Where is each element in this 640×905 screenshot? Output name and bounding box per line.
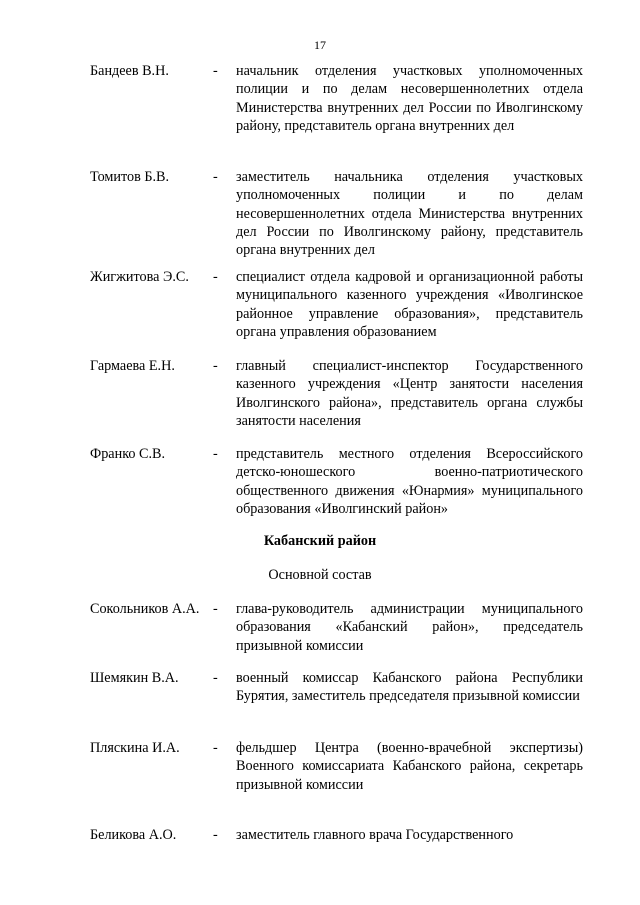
- member-role: фельдшер Центра (военно-врачебной экспертизы) Военного комиссариата Кабанского района, секретарь призывной комиссии: [236, 740, 583, 793]
- dash-separator: -: [213, 63, 218, 79]
- member-name: Шемякин В.А.: [90, 670, 179, 686]
- member-name: Франко С.В.: [90, 446, 166, 462]
- dash-separator: -: [213, 601, 218, 617]
- member-role: военный комиссар Кабанского района Республики Бурятия, заместитель председателя призывной комиссии: [236, 670, 583, 705]
- member-role: представитель местного отделения Всероссийского детско-юношеского военно-патриотического общественного движения «Юнармия» муниципального образования «Иволгинский район»: [236, 446, 583, 517]
- member-name: Томитов Б.В.: [90, 169, 170, 185]
- member-role: начальник отделения участковых уполномоченных полиции и по делам несовершеннолетних отдела Министерства внутренних дел России по Иволгинскому району, представитель органа внутренних дел: [236, 63, 583, 134]
- member-name: Бандеев В.Н.: [90, 63, 169, 79]
- member-name: Сокольников А.А.: [90, 601, 200, 617]
- member-role: специалист отдела кадровой и организационной работы муниципального казенного учреждения «Иволгинское районное управление образования», представитель органа управления образованием: [236, 269, 583, 340]
- dash-separator: -: [213, 269, 218, 285]
- section-title: Кабанский район: [263, 533, 377, 549]
- member-name: Гармаева Е.Н.: [90, 358, 175, 374]
- dash-separator: -: [213, 740, 218, 756]
- member-role: главный специалист-инспектор Государственного казенного учреждения «Центр занятости населения Иволгинского района», представитель органа службы занятости населения: [236, 358, 583, 429]
- page-number: 17: [314, 38, 326, 52]
- dash-separator: -: [213, 446, 218, 462]
- member-name: Жигжитова Э.С.: [90, 269, 189, 285]
- dash-separator: -: [213, 827, 218, 843]
- member-name: Беликова А.О.: [90, 827, 177, 843]
- member-role: заместитель главного врача Государственного: [236, 827, 514, 843]
- dash-separator: -: [213, 670, 218, 686]
- member-role: глава-руководитель администрации муниципального образования «Кабанский район», председатель призывной комиссии: [236, 601, 583, 654]
- member-name: Пляскина И.А.: [90, 740, 180, 756]
- dash-separator: -: [213, 358, 218, 374]
- dash-separator: -: [213, 169, 218, 185]
- sub-title: Основной состав: [268, 567, 372, 583]
- member-role: заместитель начальника отделения участковых уполномоченных полиции и по делам несовершеннолетних отдела Министерства внутренних дел России по Иволгинскому району, представитель органа внутренних дел: [236, 169, 583, 259]
